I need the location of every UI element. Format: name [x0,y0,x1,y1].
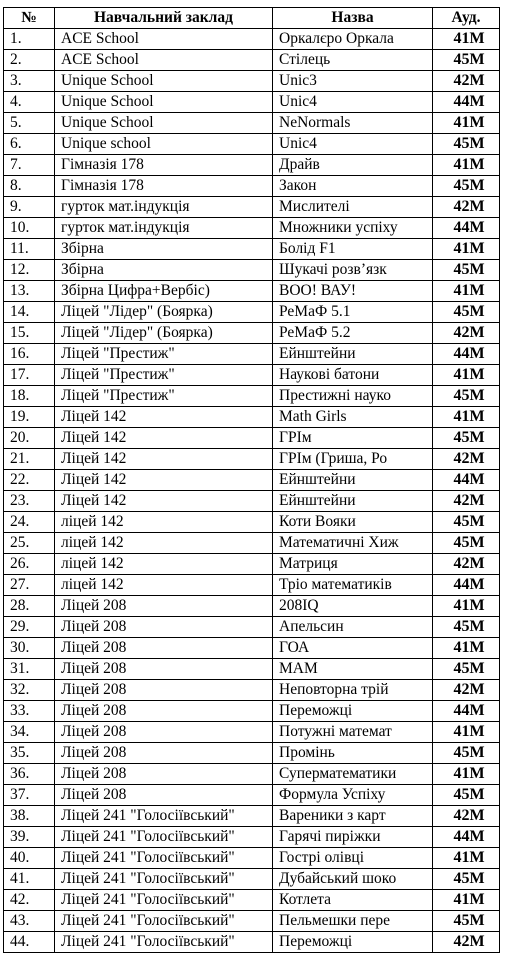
row-school: Ліцей 208 [55,617,273,638]
row-room: 42M [433,71,500,92]
row-number: 31. [4,659,55,680]
table-row [4,260,500,281]
row-team-name: Котлета [273,890,433,911]
row-school: Ліцей 142 [55,428,273,449]
row-number: 6. [4,134,55,155]
row-room: 45M [433,869,500,890]
row-school: Збірна [55,239,273,260]
row-school: Ліцей "Престиж" [55,386,273,407]
row-school: Unique School [55,92,273,113]
row-team-name: Unic3 [273,71,433,92]
row-team-name: Шукачі розв’язк [273,260,433,281]
row-team-name: Ейнштейни [273,491,433,512]
row-number: 11. [4,239,55,260]
row-school: ліцей 142 [55,512,273,533]
row-number: 35. [4,743,55,764]
row-team-name: Неповторна трій [273,680,433,701]
row-team-name: РеМаФ 5.1 [273,302,433,323]
row-number: 7. [4,155,55,176]
table-row [4,176,500,197]
row-room: 44M [433,344,500,365]
row-room: 45M [433,533,500,554]
row-school: Ліцей 241 "Голосіївський" [55,827,273,848]
row-school: ліцей 142 [55,533,273,554]
row-school: Ліцей 142 [55,407,273,428]
row-number: 3. [4,71,55,92]
row-team-name: Гарячі пиріжки [273,827,433,848]
row-school: гурток мат.індукція [55,197,273,218]
table-row [4,239,500,260]
header-number: № [4,8,55,29]
table-row [4,449,500,470]
row-room: 45M [433,176,500,197]
row-number: 21. [4,449,55,470]
row-team-name: Престижні науко [273,386,433,407]
row-number: 12. [4,260,55,281]
row-school: Ліцей 142 [55,491,273,512]
row-school: Ліцей 241 "Голосіївський" [55,869,273,890]
table-row [4,365,500,386]
table-row [4,29,500,50]
row-number: 19. [4,407,55,428]
row-team-name: Закон [273,176,433,197]
row-team-name: Болід F1 [273,239,433,260]
row-team-name: Множники успіху [273,218,433,239]
table-row [4,827,500,848]
table-row [4,134,500,155]
row-number: 9. [4,197,55,218]
row-school: Ліцей 208 [55,659,273,680]
row-number: 4. [4,92,55,113]
row-number: 25. [4,533,55,554]
table-row [4,743,500,764]
row-room: 41M [433,722,500,743]
row-team-name: Матриця [273,554,433,575]
row-team-name: Математичні Хиж [273,533,433,554]
row-room: 41M [433,638,500,659]
row-school: Гімназія 178 [55,176,273,197]
row-room: 45M [433,617,500,638]
row-room: 44M [433,575,500,596]
table-row [4,428,500,449]
row-team-name: Апельсин [273,617,433,638]
row-room: 41M [433,281,500,302]
row-room: 41M [433,113,500,134]
row-room: 41M [433,848,500,869]
row-number: 16. [4,344,55,365]
row-number: 15. [4,323,55,344]
table-row [4,491,500,512]
table-row [4,92,500,113]
table-row [4,302,500,323]
row-number: 22. [4,470,55,491]
row-room: 42M [433,197,500,218]
row-room: 45M [433,428,500,449]
table-row [4,638,500,659]
row-number: 38. [4,806,55,827]
row-team-name: ГРІм (Гриша, Ро [273,449,433,470]
row-team-name: Переможці [273,701,433,722]
row-team-name: ГОА [273,638,433,659]
row-team-name: Пельмешки пере [273,911,433,932]
row-number: 28. [4,596,55,617]
row-school: Ліцей 241 "Голосіївський" [55,911,273,932]
row-team-name: 208IQ [273,596,433,617]
row-school: Ліцей 208 [55,743,273,764]
row-team-name: Тріо математиків [273,575,433,596]
row-number: 30. [4,638,55,659]
table-row [4,848,500,869]
row-school: Ліцей 241 "Голосіївський" [55,848,273,869]
row-room: 41M [433,29,500,50]
row-school: Гімназія 178 [55,155,273,176]
row-room: 45M [433,302,500,323]
row-room: 45M [433,785,500,806]
row-number: 33. [4,701,55,722]
row-number: 1. [4,29,55,50]
row-team-name: Мислителі [273,197,433,218]
row-room: 44M [433,701,500,722]
row-number: 17. [4,365,55,386]
row-room: 45M [433,659,500,680]
row-team-name: Ейнштейни [273,470,433,491]
row-team-name: ГРІм [273,428,433,449]
row-room: 42M [433,491,500,512]
row-number: 29. [4,617,55,638]
row-school: ліцей 142 [55,554,273,575]
table-row [4,890,500,911]
table-row [4,512,500,533]
table-row [4,554,500,575]
row-school: гурток мат.індукція [55,218,273,239]
row-number: 37. [4,785,55,806]
row-number: 5. [4,113,55,134]
row-room: 45M [433,743,500,764]
table-row [4,722,500,743]
row-team-name: Дубайський шоко [273,869,433,890]
row-room: 45M [433,512,500,533]
row-number: 32. [4,680,55,701]
row-team-name: МАМ [273,659,433,680]
table-row [4,764,500,785]
row-school: Unique School [55,71,273,92]
row-team-name: Потужні математ [273,722,433,743]
row-number: 26. [4,554,55,575]
row-room: 41M [433,764,500,785]
row-team-name: Ейнштейни [273,344,433,365]
row-school: Ліцей 208 [55,764,273,785]
row-number: 36. [4,764,55,785]
table-row [4,785,500,806]
row-team-name: Вареники з карт [273,806,433,827]
row-team-name: Переможці [273,932,433,953]
row-school: Збірна [55,260,273,281]
row-room: 44M [433,827,500,848]
table-row [4,533,500,554]
row-school: Ліцей "Престиж" [55,344,273,365]
row-number: 34. [4,722,55,743]
table-row [4,281,500,302]
row-room: 45M [433,911,500,932]
row-room: 41M [433,890,500,911]
row-school: Ліцей 142 [55,470,273,491]
row-school: Ліцей 208 [55,785,273,806]
teams-table [3,7,500,953]
row-school: Ліцей "Лідер" (Боярка) [55,302,273,323]
row-number: 39. [4,827,55,848]
table-row [4,617,500,638]
row-number: 41. [4,869,55,890]
row-school: ліцей 142 [55,575,273,596]
row-room: 42M [433,554,500,575]
row-room: 44M [433,218,500,239]
row-school: Ліцей 241 "Голосіївський" [55,890,273,911]
row-school: Ліцей 208 [55,701,273,722]
row-school: Ліцей 241 "Голосіївський" [55,932,273,953]
row-room: 42M [433,932,500,953]
row-room: 42M [433,680,500,701]
row-team-name: РеМаФ 5.2 [273,323,433,344]
row-number: 18. [4,386,55,407]
row-room: 42M [433,449,500,470]
table-row [4,197,500,218]
table-row [4,407,500,428]
row-school: Ліцей "Лідер" (Боярка) [55,323,273,344]
row-team-name: Промінь [273,743,433,764]
row-number: 23. [4,491,55,512]
row-team-name: Стілець [273,50,433,71]
row-team-name: Коти Вояки [273,512,433,533]
table-row [4,344,500,365]
row-team-name: Unic4 [273,134,433,155]
table-row [4,386,500,407]
header-school: Навчальний заклад [55,8,273,29]
row-school: Збірна Цифра+Вербіс) [55,281,273,302]
row-school: ACE School [55,29,273,50]
row-school: Ліцей 208 [55,722,273,743]
row-team-name: Гострі олівці [273,848,433,869]
row-room: 41M [433,596,500,617]
row-room: 41M [433,407,500,428]
table-row [4,680,500,701]
table-row [4,806,500,827]
row-school: Ліцей 241 "Голосіївський" [55,806,273,827]
table-row [4,323,500,344]
table-row [4,701,500,722]
row-number: 14. [4,302,55,323]
table-row [4,596,500,617]
row-number: 43. [4,911,55,932]
row-team-name: Формула Успіху [273,785,433,806]
table-row [4,50,500,71]
header-room: Ауд. [433,8,500,29]
row-school: Unique school [55,134,273,155]
table-row [4,218,500,239]
row-number: 40. [4,848,55,869]
row-school: Unique School [55,113,273,134]
table-row [4,911,500,932]
row-room: 41M [433,155,500,176]
row-number: 8. [4,176,55,197]
row-room: 45M [433,260,500,281]
row-team-name: Оркалєро Оркала [273,29,433,50]
table-row [4,71,500,92]
row-room: 45M [433,386,500,407]
row-number: 10. [4,218,55,239]
row-team-name: Драйв [273,155,433,176]
row-school: Ліцей 208 [55,638,273,659]
table-row [4,113,500,134]
row-room: 45M [433,50,500,71]
row-team-name: Суперматематики [273,764,433,785]
row-number: 42. [4,890,55,911]
row-team-name: NeNormals [273,113,433,134]
row-room: 41M [433,239,500,260]
row-number: 44. [4,932,55,953]
table-row [4,575,500,596]
table-row [4,869,500,890]
row-team-name: ВОО! ВАУ! [273,281,433,302]
row-school: Ліцей 208 [55,596,273,617]
row-number: 24. [4,512,55,533]
table-row [4,932,500,953]
row-number: 20. [4,428,55,449]
row-number: 2. [4,50,55,71]
row-room: 44M [433,470,500,491]
header-row [4,8,500,29]
row-team-name: Unic4 [273,92,433,113]
table-row [4,659,500,680]
row-school: Ліцей 142 [55,449,273,470]
row-school: Ліцей 208 [55,680,273,701]
row-school: Ліцей "Престиж" [55,365,273,386]
row-room: 41M [433,365,500,386]
row-room: 42M [433,806,500,827]
row-room: 42M [433,323,500,344]
header-team-name: Назва [273,8,433,29]
table-row [4,155,500,176]
row-number: 27. [4,575,55,596]
row-school: ACE School [55,50,273,71]
row-team-name: Math Girls [273,407,433,428]
row-team-name: Наукові батони [273,365,433,386]
row-room: 45M [433,134,500,155]
row-number: 13. [4,281,55,302]
table-row [4,470,500,491]
row-room: 44M [433,92,500,113]
